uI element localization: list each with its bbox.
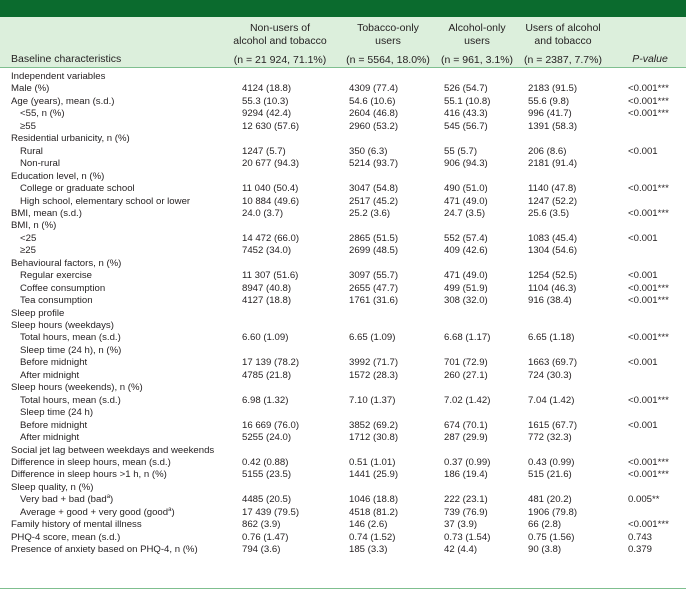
row-label [20,245,36,257]
cell-p-value: <0.001 [628,145,658,157]
table-row [0,320,686,332]
row-label-text: Total hours, mean (s.d.) [20,332,121,344]
table-row [0,445,686,457]
row-label [11,544,198,556]
cell-group-4: 916 (38.4) [528,295,572,307]
cell-p-value: <0.001*** [628,332,669,344]
cell-p-value: <0.001*** [628,295,669,307]
table-row [0,83,686,95]
group-name-line1: Tobacco-only [357,22,419,34]
cell-group-4: 2183 (91.5) [528,83,578,95]
table-header [0,17,686,67]
row-label [11,320,114,332]
table-row [0,283,686,295]
cell-group-3: 471 (49.0) [444,195,488,207]
cell-group-2: 54.6 (10.6) [349,95,396,107]
table-row [0,96,686,108]
p-value-header: P-value [632,53,668,65]
cell-group-4: 1304 (54.6) [528,245,578,257]
row-label-text: Education level, n (%) [11,170,105,182]
cell-group-2: 4309 (77.4) [349,83,399,95]
cell-group-4: 6.65 (1.18) [528,332,575,344]
cell-group-1: 794 (3.6) [242,544,281,556]
cell-group-3: 6.68 (1.17) [444,332,491,344]
table-row [0,245,686,257]
cell-group-3: 490 (51.0) [444,183,488,195]
cell-group-3: 37 (3.9) [444,519,478,531]
row-label [11,445,214,457]
row-label [20,332,121,344]
row-label-tail: ) [171,506,175,518]
cell-group-1: 7452 (34.0) [242,245,292,257]
cell-group-2: 7.10 (1.37) [349,394,396,406]
row-label-text: Non-rural [20,158,60,170]
cell-p-value: <0.001*** [628,394,669,406]
cell-group-2: 2960 (53.2) [349,120,399,132]
cell-group-3: 260 (27.1) [444,369,488,381]
table-row [0,457,686,469]
row-label [20,283,105,295]
cell-group-3: 55.1 (10.8) [444,95,491,107]
cell-group-1: 55.3 (10.3) [242,95,289,107]
row-label-text: Average + good + very good (good [20,506,169,518]
group-name-line2: alcohol and tobacco [233,35,327,47]
row-label-text: Coffee consumption [20,282,106,294]
cell-group-3: 409 (42.6) [444,245,488,257]
table-top-bar [0,0,686,17]
table-row [0,295,686,307]
cell-p-value: 0.005** [628,494,660,506]
row-label-text: Family history of mental illness [11,519,142,531]
group-name-line2: and tobacco [534,35,592,47]
cell-p-value: <0.001*** [628,519,669,531]
cell-group-4: 1104 (46.3) [528,282,577,294]
row-label-text: High school, elementary school or lower [20,195,191,207]
group-header-tobacco-only [340,22,436,67]
row-label-text: Residential urbanicity, n (%) [11,133,130,145]
row-label [20,146,43,158]
cell-group-1: 14 472 (66.0) [242,232,300,244]
table-row [0,519,686,531]
row-label-text: <25 [20,232,37,244]
table-row [0,482,686,494]
table-row [0,158,686,170]
row-label [11,532,120,544]
cell-group-3: 739 (76.9) [444,506,488,518]
cell-group-1: 17 439 (79.5) [242,506,300,518]
cell-p-value: 0.743 [628,531,653,543]
table-row [0,233,686,245]
table-row [0,357,686,369]
cell-group-2: 0.51 (1.01) [349,456,396,468]
row-label-text: Sleep profile [11,307,65,319]
cell-group-2: 25.2 (3.6) [349,207,391,219]
cell-group-4: 206 (8.6) [528,145,567,157]
cell-group-2: 1046 (18.8) [349,494,399,506]
cell-group-4: 90 (3.8) [528,544,562,556]
cell-group-3: 55 (5.7) [444,145,478,157]
cell-group-1: 11 307 (51.6) [242,270,299,282]
cell-group-1: 4127 (18.8) [242,295,292,307]
row-label-text: College or graduate school [20,183,135,195]
footnote-marker: a [106,494,111,501]
cell-group-1: 24.0 (3.7) [242,207,284,219]
cell-group-2: 3047 (54.8) [349,183,399,195]
cell-group-2: 5214 (93.7) [349,158,399,170]
group-header-both-users [518,22,608,67]
row-label [11,220,56,232]
table-row [0,420,686,432]
table-row [0,208,686,220]
cell-group-3: 545 (56.7) [444,120,488,132]
group-header-alcohol-only [434,22,520,67]
cell-group-3: 526 (54.7) [444,83,488,95]
cell-group-2: 2604 (46.8) [349,108,399,120]
row-label [20,196,190,208]
row-label-text: Sleep time (24 h), n (%) [20,344,122,356]
cell-group-4: 772 (32.3) [528,432,572,444]
table-row [0,395,686,407]
cell-group-1: 1247 (5.7) [242,145,286,157]
table-row [0,171,686,183]
cell-group-4: 724 (30.3) [528,369,572,381]
row-label [20,108,65,120]
row-label-text: Before midnight [20,419,88,431]
group-count: (n = 21 924, 71.1%) [233,54,327,66]
table-row [0,407,686,419]
row-label [20,432,79,444]
group-name-line1: Alcohol-only [448,22,506,34]
cell-group-4: 1906 (79.8) [528,506,578,518]
group-name-line2: users [464,35,490,47]
cell-group-1: 862 (3.9) [242,519,281,531]
cell-group-4: 0.43 (0.99) [528,456,575,468]
cell-group-1: 0.76 (1.47) [242,531,289,543]
row-label [11,308,64,320]
cell-p-value: <0.001 [628,357,658,369]
group-count: (n = 961, 3.1%) [440,54,514,66]
row-label-text: ≥55 [20,120,36,132]
cell-group-1: 11 040 (50.4) [242,183,299,195]
cell-group-1: 6.60 (1.09) [242,332,289,344]
cell-group-2: 146 (2.6) [349,519,388,531]
row-label-text: Sleep quality, n (%) [11,481,94,493]
cell-group-3: 499 (51.9) [444,282,488,294]
cell-group-3: 906 (94.3) [444,158,488,170]
row-label [20,357,87,369]
row-label [11,482,93,494]
row-label [11,96,114,108]
row-label-text: Age (years), mean (s.d.) [11,95,115,107]
cell-group-2: 350 (6.3) [349,145,388,157]
row-label [11,83,49,95]
row-label [20,407,93,419]
cell-group-4: 1615 (67.7) [528,419,578,431]
cell-p-value: <0.001*** [628,456,669,468]
cell-group-2: 2655 (47.7) [349,282,399,294]
table-row [0,382,686,394]
row-label-text: PHQ-4 score, mean (s.d.) [11,531,121,543]
row-label-text: Total hours, mean (s.d.) [20,394,121,406]
row-label [11,208,82,220]
cell-group-2: 4518 (81.2) [349,506,399,518]
cell-group-4: 481 (20.2) [528,494,572,506]
cell-group-1: 8947 (40.8) [242,282,292,294]
cell-group-1: 4485 (20.5) [242,494,292,506]
cell-group-1: 6.98 (1.32) [242,394,289,406]
cell-group-2: 185 (3.3) [349,544,388,556]
row-label-text: Tea consumption [20,295,93,307]
cell-group-3: 471 (49.0) [444,270,488,282]
cell-group-3: 0.37 (0.99) [444,456,491,468]
row-label [11,457,171,469]
cell-group-2: 2865 (51.5) [349,232,399,244]
cell-p-value: <0.001*** [628,108,669,120]
cell-group-4: 0.75 (1.56) [528,531,575,543]
table-row [0,108,686,120]
cell-group-1: 16 669 (76.0) [242,419,300,431]
cell-group-4: 1391 (58.3) [528,120,578,132]
group-header-non-users [222,22,338,67]
row-label-text: ≥25 [20,245,36,257]
cell-group-2: 2699 (48.5) [349,245,399,257]
table-row [0,432,686,444]
cell-group-3: 287 (29.9) [444,432,488,444]
cell-group-1: 9294 (42.4) [242,108,292,120]
cell-group-1: 17 139 (78.2) [242,357,300,369]
cell-group-4: 2181 (91.4) [528,158,578,170]
cell-group-4: 55.6 (9.8) [528,95,570,107]
table-row [0,332,686,344]
table-bottom-rule [0,588,686,589]
row-label-text: Male (%) [11,83,50,95]
cell-group-4: 7.04 (1.42) [528,394,575,406]
cell-group-2: 1712 (30.8) [349,432,399,444]
row-label-text: Sleep hours (weekdays) [11,320,114,331]
table-row [0,370,686,382]
cell-group-2: 3852 (69.2) [349,419,399,431]
cell-group-3: 7.02 (1.42) [444,394,491,406]
row-label-text: Sleep time (24 h) [20,407,94,419]
cell-group-3: 416 (43.3) [444,108,488,120]
cell-group-2: 3992 (71.7) [349,357,399,369]
table-row [0,308,686,320]
row-label [20,270,92,282]
header-rule [0,67,686,68]
cell-group-3: 186 (19.4) [444,469,488,481]
cell-group-1: 0.42 (0.88) [242,456,289,468]
row-label [11,71,105,83]
table-row [0,220,686,232]
cell-group-3: 42 (4.4) [444,544,478,556]
row-label [20,183,135,195]
table-row [0,183,686,195]
cell-group-1: 4124 (18.8) [242,83,292,95]
row-label [11,133,130,145]
row-label [11,469,167,481]
table-row [0,507,686,519]
cell-group-3: 552 (57.4) [444,232,488,244]
row-label-text: Presence of anxiety based on PHQ-4, n (%) [11,544,198,556]
cell-group-4: 996 (41.7) [528,108,572,120]
row-label [11,519,142,531]
cell-group-4: 1083 (45.4) [528,232,578,244]
table-row [0,258,686,270]
row-label [20,420,87,432]
cell-group-4: 25.6 (3.5) [528,207,570,219]
row-label-text: Very bad + bad (bad [20,494,107,506]
row-label-text: BMI, mean (s.d.) [11,207,82,219]
row-label [20,494,113,506]
cell-p-value: <0.001 [628,419,658,431]
row-label-text: Independent variables [11,71,106,82]
cell-group-4: 1254 (52.5) [528,270,578,282]
cell-group-1: 5155 (23.5) [242,469,292,481]
cell-p-value: <0.001*** [628,469,669,481]
row-label-text: Rural [20,145,43,157]
cell-group-2: 1441 (25.9) [349,469,399,481]
row-label [20,158,60,170]
row-label-text: Social jet lag between weekdays and weekends [11,444,215,456]
row-label-text: Difference in sleep hours, mean (s.d.) [11,456,171,468]
row-label-text: Sleep hours (weekends), n (%) [11,382,143,394]
cell-p-value: <0.001*** [628,83,669,95]
footnote-marker: a [168,506,172,513]
group-name-line2: users [375,35,401,47]
cell-group-2: 6.65 (1.09) [349,332,396,344]
cell-group-3: 24.7 (3.5) [444,207,486,219]
cell-group-4: 515 (21.6) [528,469,572,481]
cell-p-value: 0.379 [628,544,653,556]
row-label-tail: ) [110,494,114,506]
cell-group-1: 10 884 (49.6) [242,195,300,207]
cell-p-value: <0.001*** [628,282,669,294]
table-row [0,196,686,208]
cell-group-4: 66 (2.8) [528,519,562,531]
table-row [0,544,686,556]
row-label-text: After midnight [20,369,80,381]
row-label-text: Before midnight [20,357,88,369]
row-label [11,382,143,394]
cell-group-1: 4785 (21.8) [242,369,292,381]
cell-group-3: 222 (23.1) [444,494,488,506]
row-label-text: Regular exercise [20,270,92,282]
row-label [20,395,121,407]
cell-group-2: 3097 (55.7) [349,270,399,282]
cell-group-3: 308 (32.0) [444,295,488,307]
cell-group-2: 1761 (31.6) [349,295,399,307]
cell-group-3: 674 (70.1) [444,419,488,431]
row-label [20,295,93,307]
row-label [20,507,175,519]
row-label [11,258,121,270]
baseline-header: Baseline characteristics [11,53,122,65]
table-row [0,146,686,158]
cell-group-4: 1663 (69.7) [528,357,578,369]
row-label [20,233,36,245]
row-label [20,345,121,357]
group-name-line1: Users of alcohol [525,22,601,34]
table-row [0,469,686,481]
cell-group-3: 701 (72.9) [444,357,488,369]
cell-group-2: 1572 (28.3) [349,369,399,381]
row-label-text: After midnight [20,432,80,444]
table-row [0,345,686,357]
cell-p-value: <0.001*** [628,183,669,195]
row-label-text: Behavioural factors, n (%) [11,257,122,269]
cell-p-value: <0.001*** [628,95,669,107]
table-row [0,133,686,145]
cell-group-4: 1140 (47.8) [528,183,577,195]
group-name-line1: Non-users of [249,22,311,34]
row-label-text: <55, n (%) [20,108,65,120]
cell-group-3: 0.73 (1.54) [444,531,491,543]
table-row [0,532,686,544]
cell-p-value: <0.001*** [628,207,669,219]
group-count: (n = 2387, 7.7%) [524,54,602,66]
table-row [0,270,686,282]
cell-group-2: 0.74 (1.52) [349,531,396,543]
cell-group-1: 5255 (24.0) [242,432,292,444]
cell-group-4: 1247 (52.2) [528,195,578,207]
table-row [0,71,686,83]
cell-group-1: 12 630 (57.6) [242,120,300,132]
cell-group-1: 20 677 (94.3) [242,158,300,170]
group-count: (n = 5564, 18.0%) [346,54,430,66]
row-label-text: BMI, n (%) [11,220,57,232]
cell-group-2: 2517 (45.2) [349,195,399,207]
table-row [0,494,686,506]
table-row [0,121,686,133]
row-label [20,370,79,382]
row-label [11,171,104,183]
row-label-text: Difference in sleep hours >1 h, n (%) [11,469,167,481]
cell-p-value: <0.001 [628,270,658,282]
row-label [20,121,36,133]
cell-p-value: <0.001 [628,232,658,244]
